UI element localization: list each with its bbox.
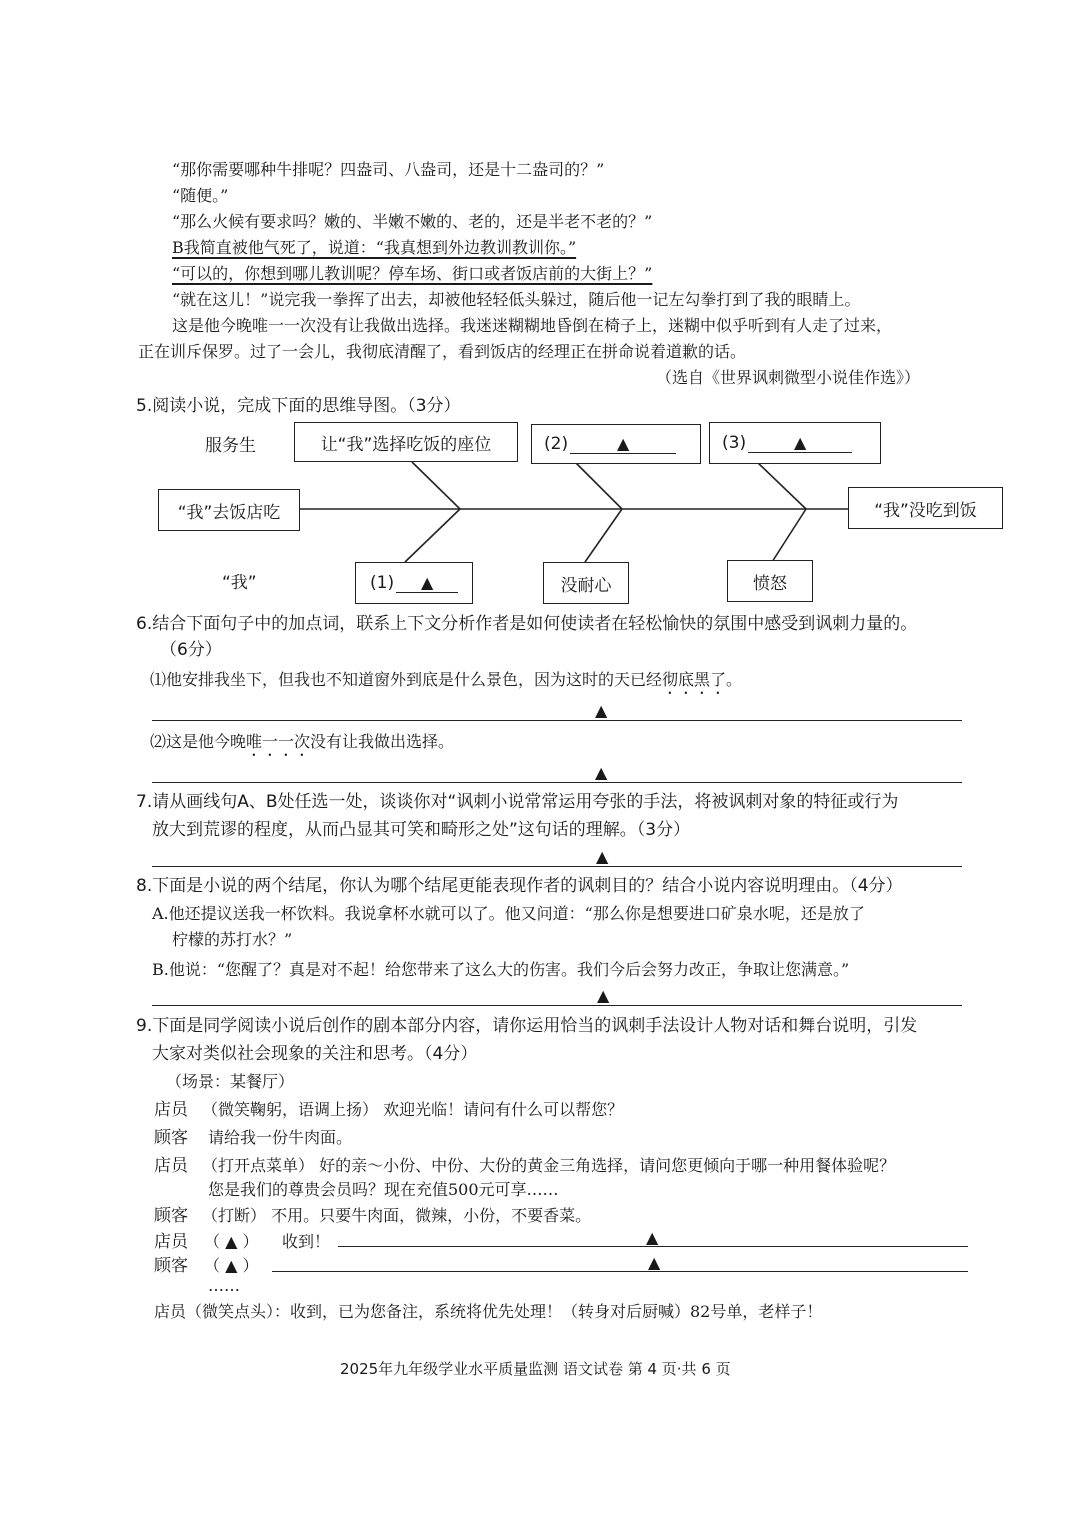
answer-line-q8[interactable] [152, 1005, 962, 1006]
answer-blank-1[interactable] [396, 573, 458, 593]
q7-line-2: 放大到荒谬的程度，从而凸显其可笑和畸形之处”这句话的理解。（3分） [152, 820, 691, 840]
bottom-box-1[interactable] [355, 562, 473, 604]
bottom-box-3 [727, 560, 813, 602]
passage-line-1: “那你需要哪种牛排呢？四盎司、八盎司，还是十二盎司的？” [172, 160, 605, 179]
q9-line-2: 大家对类似社会现象的关注和思考。（4分） [152, 1044, 478, 1064]
q6-s1-pre: ⑴他安排我坐下，但我也不知道窗外到底是什么景色，因为这时的天已经 [150, 670, 663, 689]
dialogue-role: 顾客 [154, 1128, 188, 1148]
end-box [848, 487, 1003, 529]
dialogue-text: （打断） 不用。只要牛肉面，微辣，小份，不要香菜。 [202, 1206, 592, 1225]
dialogue-role: 顾客 [154, 1256, 188, 1276]
passage-line-3: “那么火候有要求吗？嫩的、半嫩不嫩的、老的，还是半老不老的？” [172, 212, 653, 231]
q6-s2-pre: ⑵这是他今晚 [150, 732, 247, 751]
stage-direction-blank[interactable]: （ ▲ ） [204, 1232, 259, 1251]
passage-source: （选自《世界讽刺微型小说佳作选》） [656, 368, 921, 387]
q9-scene: （场景：某餐厅） [166, 1072, 295, 1091]
q6-score: （6分） [160, 640, 222, 660]
page-footer: 2025年九年级学业水平质量监测 语文试卷 第 4 页·共 6 页 [340, 1360, 731, 1378]
branch-top-2 [575, 462, 622, 509]
answer-blank-3[interactable] [748, 433, 852, 453]
answer-blank-2[interactable] [570, 434, 676, 454]
branch-bottom-1 [405, 509, 460, 562]
passage-line-6: “就在这儿！”说完我一拳挥了出去，却被他轻轻低头躲过，随后他一记左勾拳打到了我的眼睛上。 [172, 290, 861, 309]
bottom-box-2 [543, 562, 629, 604]
bottom-box-2-text: 没耐心 [560, 575, 612, 596]
top-box-1 [294, 422, 518, 462]
top-box-2-label: (2) [544, 434, 569, 454]
q6-s2-dotted-words: 唯一一次 [246, 732, 311, 751]
dialogue-text-continued: 您是我们的尊贵会员吗？现在充值500元可享…… [208, 1180, 559, 1199]
answer-line-q6-1[interactable] [152, 720, 962, 721]
q7-line-1: 7.请从画线句A、B处任选一处，谈谈你对“讽刺小说常常运用夸张的手法，将被讽刺对象的特征或行为 [136, 792, 899, 812]
bottom-box-1-label: (1) [370, 573, 395, 593]
branch-top-1 [412, 462, 460, 509]
passage-line-5-underlined: “可以的，你想到哪儿教训呢？停车场、街口或者饭店前的大街上？” [172, 264, 653, 283]
dialogue-text: 收到！ [282, 1232, 331, 1251]
label-waiter: 服务生 [205, 436, 256, 456]
top-box-1-text: 让“我”选择吃饭的座位 [320, 434, 492, 455]
q6-stem: 6.结合下面句子中的加点词，联系上下文分析作者是如何使读者在轻松愉快的氛围中感受到讽刺力量的。 [136, 614, 918, 634]
branch-bottom-3 [772, 509, 806, 562]
start-box [158, 489, 300, 531]
triangle-marker-icon: ▲ [595, 701, 608, 720]
dialogue-role: 店员 [154, 1156, 188, 1176]
dialogue-role: 顾客 [154, 1206, 188, 1226]
stage-direction-blank[interactable]: （ ▲ ） [204, 1256, 259, 1275]
q6-s1-dotted-words: 彻底黑了 [662, 670, 727, 689]
q6-sentence-1 [150, 670, 742, 698]
q6-s2-post: 没有让我做出选择。 [310, 732, 455, 751]
triangle-marker-icon: ▲ [616, 434, 630, 453]
end-box-text: “我”没吃到饭 [874, 500, 977, 521]
branch-top-3 [757, 462, 806, 509]
top-box-3[interactable] [709, 422, 881, 464]
dialogue-ellipsis: …… [208, 1276, 240, 1295]
passage-line-2: “随便。” [172, 186, 229, 205]
dialogue-final-line: 店员（微笑点头）：收到，已为您备注，系统将优先处理！（转身对后厨喊）82号单，老样子！ [154, 1302, 823, 1321]
answer-line-q9-2[interactable] [272, 1271, 968, 1272]
answer-line-q9-1[interactable] [338, 1246, 968, 1247]
dialogue-role: 店员 [154, 1100, 188, 1120]
q9-line-1: 9.下面是同学阅读小说后创作的剧本部分内容，请你运用恰当的讽刺手法设计人物对话和舞台说明，引发 [136, 1016, 918, 1036]
q6-s1-post: 。 [726, 670, 743, 689]
bottom-box-3-text: 愤怒 [753, 573, 787, 594]
passage-line-7: 这是他今晚唯一一次没有让我做出选择。我迷迷糊糊地昏倒在椅子上，迷糊中似乎听到有人走了过来， [172, 316, 893, 335]
triangle-marker-icon: ▲ [420, 573, 434, 592]
q8-option-a-line-1: A.他还提议送我一杯饮料。我说拿杯水就可以了。他又问道：“那么你是想要进口矿泉水呢，还是放了 [152, 904, 865, 923]
q8-stem: 8.下面是小说的两个结尾，你认为哪个结尾更能表现作者的讽刺目的？结合小说内容说明理由。（4分） [136, 876, 903, 896]
triangle-marker-icon: ▲ [793, 433, 807, 452]
q8-option-a-line-2: 柠檬的苏打水？” [172, 930, 293, 949]
dialogue-text: （微笑鞠躬，语调上扬） 欢迎光临！请问有什么可以帮您？ [202, 1100, 624, 1119]
q6-sentence-2 [150, 732, 454, 760]
branch-bottom-2 [585, 509, 622, 562]
top-box-3-label: (3) [722, 433, 747, 453]
label-me: “我” [222, 573, 257, 593]
q8-option-b: B.他说：“您醒了？真是对不起！给您带来了这么大的伤害。我们今后会努力改正，争取让您满意。” [152, 960, 850, 979]
triangle-marker-icon: ▲ [648, 1253, 661, 1272]
triangle-marker-icon: ▲ [646, 1228, 659, 1247]
answer-line-q6-2[interactable] [152, 782, 962, 783]
triangle-marker-icon: ▲ [595, 763, 608, 782]
top-box-2[interactable] [531, 424, 701, 464]
dialogue-role: 店员 [154, 1232, 188, 1252]
passage-line-8: 正在训斥保罗。过了一会儿，我彻底清醒了，看到饭店的经理正在拼命说着道歉的话。 [138, 342, 747, 361]
q5-stem: 5.阅读小说，完成下面的思维导图。（3分） [136, 396, 461, 416]
dialogue-text: 请给我一份牛肉面。 [208, 1128, 353, 1147]
passage-line-4-underlined-b: B我简直被他气死了，说道：“我真想到外边教训教训你。” [172, 238, 577, 257]
triangle-marker-icon: ▲ [596, 847, 609, 866]
answer-line-q7[interactable] [152, 866, 962, 867]
dialogue-text: （打开点菜单） 好的亲～小份、中份、大份的黄金三角选择，请问您更倾向于哪一种用餐体验呢？ [202, 1156, 896, 1175]
start-box-text: “我”去饭店吃 [177, 502, 281, 523]
triangle-marker-icon: ▲ [597, 986, 610, 1005]
